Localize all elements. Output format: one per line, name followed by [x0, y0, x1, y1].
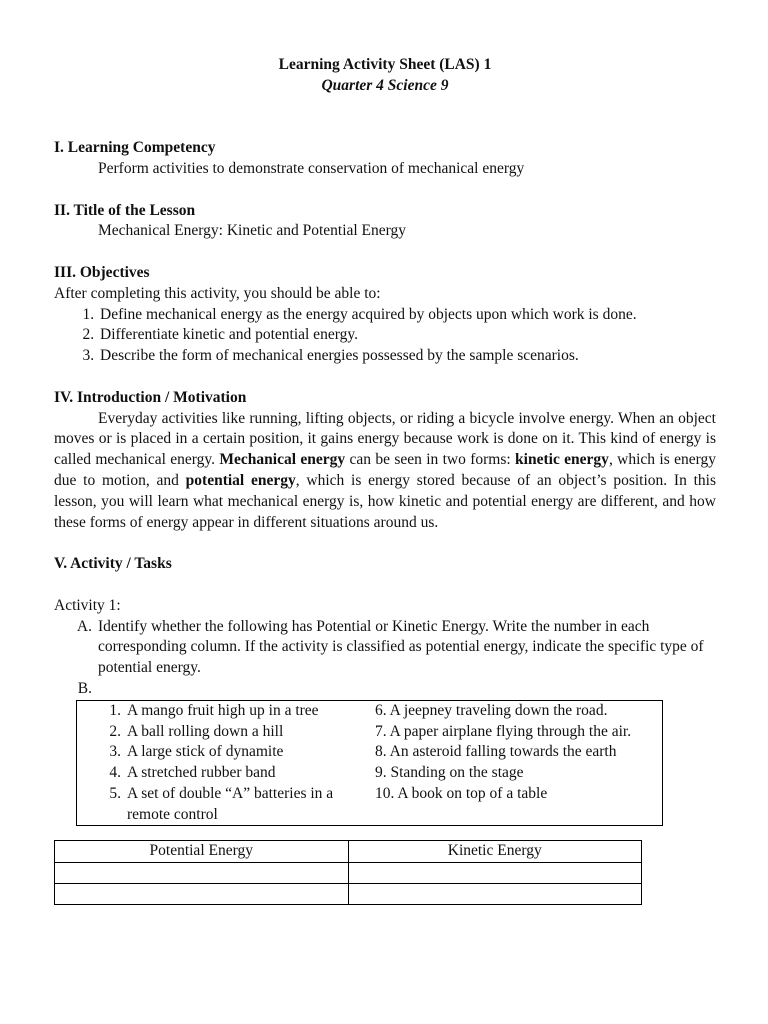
- objectives-list: [54, 305, 716, 367]
- list-item: 6. A jeepney traveling down the road.: [375, 701, 608, 719]
- answer-cell-kinetic[interactable]: [348, 884, 642, 905]
- introduction-heading: IV. Introduction / Motivation: [54, 388, 247, 406]
- introduction-paragraph: Everyday activities like running, lifting objects, or riding a bicycle involve energy. When an object moves or is placed in a certain position, it gains energy because work is done on it. This kind of energy is called mechanical energy. Mechanical energy can be seen in two forms: kinetic energy, which is energy due to motion, and potential energy, which is energy stored because of an object’s position. In this lesson, you will learn what mechanical energy is, how kinetic and potential energy are different, and how these forms of energy appear in different situations around us.: [54, 409, 716, 531]
- objective-item: 2. Differentiate kinetic and potential energy.: [98, 325, 716, 346]
- items-box: [76, 700, 663, 827]
- table-row: [55, 884, 642, 905]
- term-potential-energy: potential energy: [185, 471, 296, 489]
- list-item: 1. A mango fruit high up in a tree: [109, 701, 319, 719]
- objective-item: 3. Describe the form of mechanical energies possessed by the sample scenarios.: [98, 346, 716, 367]
- instruction-text: Identify whether the following has Potential or Kinetic Energy. Write the number in each corresponding column. If the activity is classified as potential energy, indicate the specific type of potential energy.: [98, 617, 704, 677]
- term-kinetic-energy: kinetic energy: [515, 451, 609, 469]
- answer-cell-potential[interactable]: [55, 884, 349, 905]
- activity-instruction-b: B.: [77, 679, 92, 697]
- list-item: 7. A paper airplane flying through the air.: [375, 722, 632, 740]
- activity-instruction-a: A. Identify whether the following has Potential or Kinetic Energy. Write the number in each corresponding column. If the activity is classified as potential energy, indicate the specific type of potential energy.: [54, 617, 716, 679]
- sheet-title: Learning Activity Sheet (LAS) 1: [278, 56, 492, 73]
- header-potential-energy: Potential Energy: [55, 841, 349, 863]
- objective-item: 1. Define mechanical energy as the energy acquired by objects upon which work is done.: [98, 305, 716, 326]
- activity-heading: V. Activity / Tasks: [54, 555, 172, 573]
- list-item: 5. A set of double “A” batteries in a remote control: [109, 784, 334, 823]
- list-item: 9. Standing on the stage: [375, 764, 524, 782]
- competency-text: Perform activities to demonstrate conservation of mechanical energy: [98, 159, 525, 177]
- activity-label: Activity 1:: [54, 596, 121, 614]
- sheet-subtitle: Quarter 4 Science 9: [321, 76, 449, 94]
- objectives-heading: III. Objectives: [54, 263, 150, 281]
- table-header-row: [55, 841, 642, 863]
- list-item: 2. A ball rolling down a hill: [109, 722, 284, 740]
- worksheet-page: [54, 55, 716, 905]
- competency-heading: I. Learning Competency: [54, 139, 216, 157]
- list-item: 4. A stretched rubber band: [109, 764, 276, 782]
- answer-cell-kinetic[interactable]: [348, 863, 642, 884]
- objectives-intro: After completing this activity, you should be able to:: [54, 284, 381, 302]
- term-mechanical-energy: Mechanical energy: [219, 451, 346, 469]
- answer-table: [54, 840, 642, 905]
- header-kinetic-energy: Kinetic Energy: [348, 841, 642, 863]
- list-item: 8. An asteroid falling towards the earth: [375, 743, 617, 761]
- answer-cell-potential[interactable]: [55, 863, 349, 884]
- lesson-text: Mechanical Energy: Kinetic and Potential Energy: [98, 222, 407, 240]
- table-row: [55, 863, 642, 884]
- list-item: 3. A large stick of dynamite: [109, 743, 284, 761]
- lesson-heading: II. Title of the Lesson: [54, 201, 196, 219]
- list-item: 10. A book on top of a table: [375, 784, 548, 802]
